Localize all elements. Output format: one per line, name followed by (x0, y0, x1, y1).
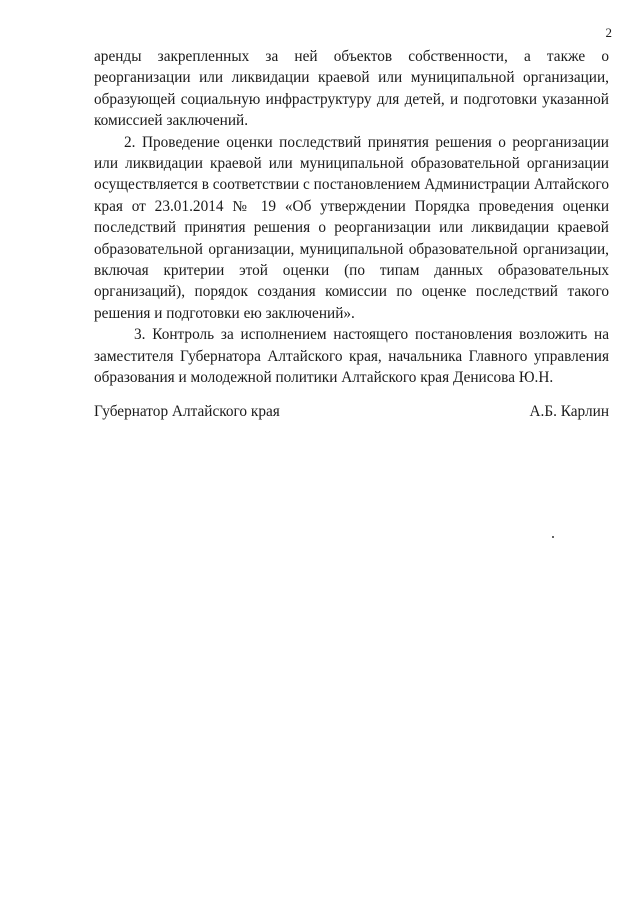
page-number: 2 (605, 25, 612, 40)
signatory-name: А.Б. Карлин (529, 403, 609, 420)
paragraph-3: 3. Контроль за исполнением настоящего постановления возложить на заместителя Губернатора Алтайского края, начальника Главного управления образования и молодежной политики Алтайского края Денисова Ю.Н. (94, 326, 609, 387)
paragraph-2: 2. Проведение оценки последствий принятия решения о реорганизации или ликвидации краевой или муниципальной образовательной организации осуществляется в соответствии с постановлением Администрации Алтайского края от 23.01.2014 № 19 «Об утверждении Порядка проведения оценки последствий принятия решения о реорганизации или ликвидации краевой образовательной организации, муниципальной образовательной организации, включая критерии этой оценки (по типам данных образовательных организаций), порядок создания комиссии по оценке последствий такого решения и подготовки ею заключений». (94, 133, 609, 322)
scan-speck (552, 536, 554, 538)
signature-block (94, 401, 609, 422)
signatory-position: Губернатор Алтайского края (94, 403, 280, 420)
paragraph-continuation: аренды закрепленных за ней объектов собственности, а также о реорганизации или ликвидации краевой или муниципальной организации, образующей социальную инфраструктуру для детей, и подготовки указанной комиссией заключений. (94, 48, 609, 130)
document-body (94, 46, 609, 389)
